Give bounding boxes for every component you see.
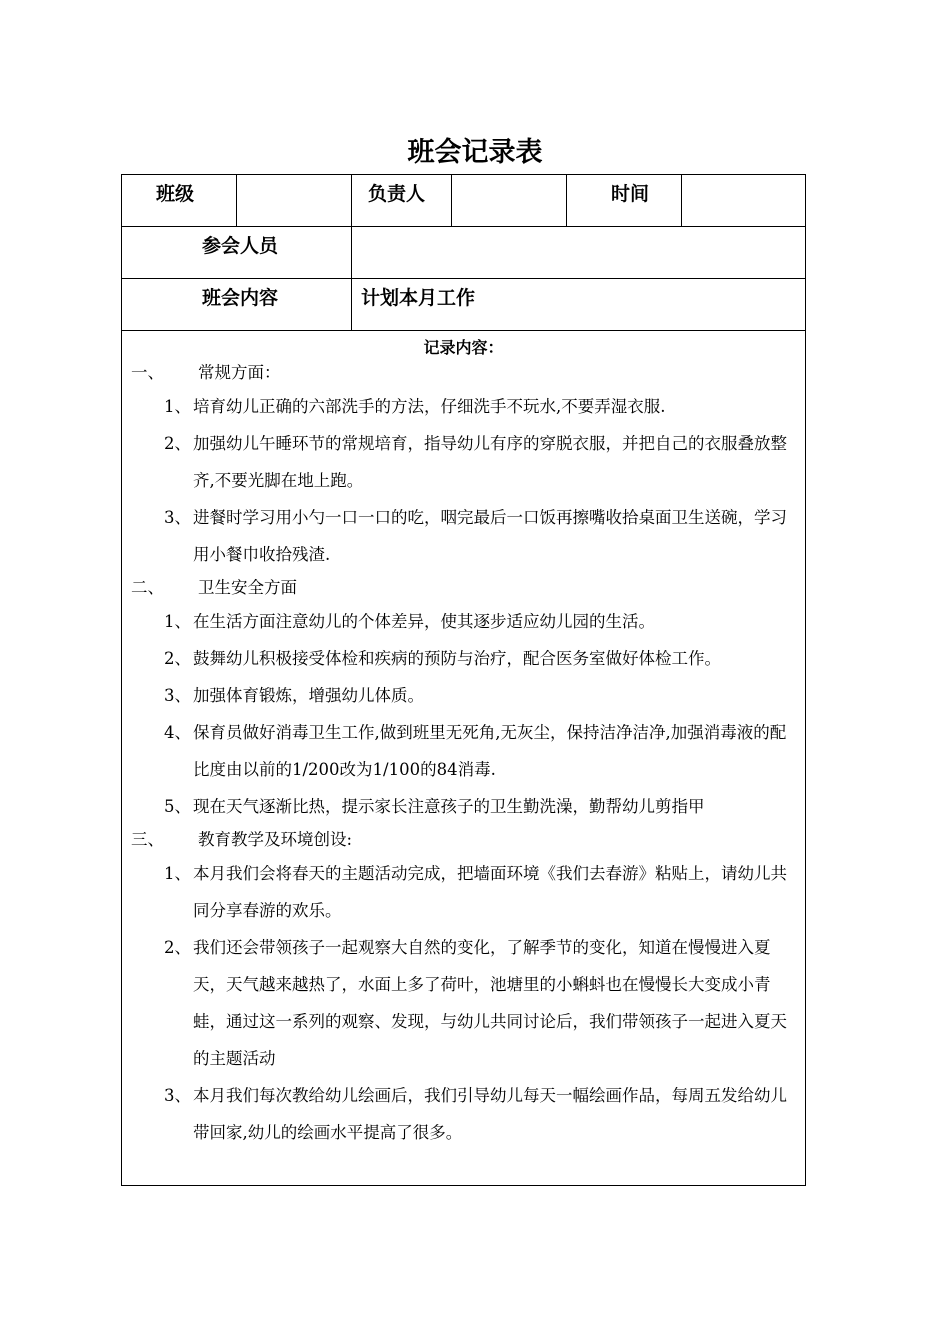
item-number: 3、 bbox=[164, 508, 191, 527]
item-text: 我们还会带领孩子一起观察大自然的变化，了解季节的变化，知道在慢慢进入夏天，天气越来越热了，水面上多了荷叶，池塘里的小蝌蚪也在慢慢长大变成小青蛙，通过这一系列的观察、发现，与幼儿共同讨论后，我们带领孩子一起进入夏天的主题活动 bbox=[193, 938, 787, 1068]
item-number: 1、 bbox=[164, 612, 191, 631]
item-text: 在生活方面注意幼儿的个体差异，使其逐步适应幼儿园的生活。 bbox=[193, 612, 655, 631]
list-item bbox=[122, 388, 805, 425]
item-text: 进餐时学习用小勺一口一口的吃，咽完最后一口饭再擦嘴收拾桌面卫生送碗，学习用小餐巾收拾残渣. bbox=[193, 508, 787, 564]
section-heading bbox=[122, 573, 805, 603]
time-value[interactable] bbox=[682, 175, 806, 227]
section-heading bbox=[122, 358, 805, 388]
record-title: 记录内容： bbox=[423, 338, 504, 357]
list-item bbox=[122, 425, 805, 499]
section-number: 一、 bbox=[131, 363, 164, 382]
item-number: 2、 bbox=[164, 434, 191, 453]
record-content bbox=[122, 358, 805, 1151]
section-title: 常规方面： bbox=[198, 363, 281, 382]
list-item bbox=[122, 1077, 805, 1151]
record-cell bbox=[122, 331, 806, 1186]
item-text: 培育幼儿正确的六部洗手的方法，仔细洗手不玩水,不要弄湿衣服. bbox=[193, 397, 666, 416]
attendees-value[interactable] bbox=[352, 227, 806, 279]
list-item bbox=[122, 788, 805, 825]
item-number: 1、 bbox=[164, 397, 191, 416]
item-number: 5、 bbox=[164, 797, 191, 816]
meeting-content-row bbox=[122, 279, 806, 331]
item-number: 2、 bbox=[164, 938, 191, 957]
meeting-content-label: 班会内容 bbox=[122, 279, 352, 331]
item-number: 2、 bbox=[164, 649, 191, 668]
class-label: 班级 bbox=[122, 175, 237, 227]
list-item bbox=[122, 640, 805, 677]
section-number: 二、 bbox=[131, 578, 164, 597]
item-text: 本月我们每次教给幼儿绘画后，我们引导幼儿每天一幅绘画作品，每周五发给幼儿带回家,幼儿的绘画水平提高了很多。 bbox=[193, 1086, 787, 1142]
item-number: 3、 bbox=[164, 686, 191, 705]
meeting-content-value[interactable]: 计划本月工作 bbox=[352, 279, 806, 331]
item-text: 鼓舞幼儿积极接受体检和疾病的预防与治疗，配合医务室做好体检工作。 bbox=[193, 649, 721, 668]
list-item bbox=[122, 855, 805, 929]
item-text: 保育员做好消毒卫生工作,做到班里无死角,无灰尘，保持洁净洁净,加强消毒液的配比度由以前的1/200改为1/100的84消毒. bbox=[193, 723, 787, 779]
attendees-row bbox=[122, 227, 806, 279]
section-heading bbox=[122, 825, 805, 855]
list-item bbox=[122, 603, 805, 640]
attendees-label: 参会人员 bbox=[122, 227, 352, 279]
list-item bbox=[122, 677, 805, 714]
item-number: 4、 bbox=[164, 723, 191, 742]
item-number: 3、 bbox=[164, 1086, 191, 1105]
item-text: 现在天气逐渐比热，提示家长注意孩子的卫生勤洗澡，勤帮幼儿剪指甲 bbox=[193, 797, 705, 816]
section-title: 教育教学及环境创设: bbox=[198, 830, 353, 849]
item-number: 1、 bbox=[164, 864, 191, 883]
list-item bbox=[122, 714, 805, 788]
class-value[interactable] bbox=[237, 175, 352, 227]
record-row bbox=[122, 331, 806, 1186]
list-item bbox=[122, 499, 805, 573]
header-row bbox=[122, 175, 806, 227]
section-number: 三、 bbox=[131, 830, 164, 849]
item-text: 本月我们会将春天的主题活动完成，把墙面环境《我们去春游》粘贴上，请幼儿共同分享春游的欢乐。 bbox=[193, 864, 787, 920]
time-label: 时间 bbox=[567, 175, 682, 227]
page-title: 班会记录表 bbox=[407, 137, 543, 168]
meeting-record-table bbox=[121, 174, 806, 1186]
section-title: 卫生安全方面 bbox=[198, 578, 297, 597]
responsible-value[interactable] bbox=[452, 175, 567, 227]
item-text: 加强幼儿午睡环节的常规培育，指导幼儿有序的穿脱衣服，并把自己的衣服叠放整齐,不要光脚在地上跑。 bbox=[193, 434, 787, 490]
item-text: 加强体育锻炼，增强幼儿体质。 bbox=[193, 686, 424, 705]
responsible-label: 负责人 bbox=[352, 175, 452, 227]
list-item bbox=[122, 929, 805, 1077]
